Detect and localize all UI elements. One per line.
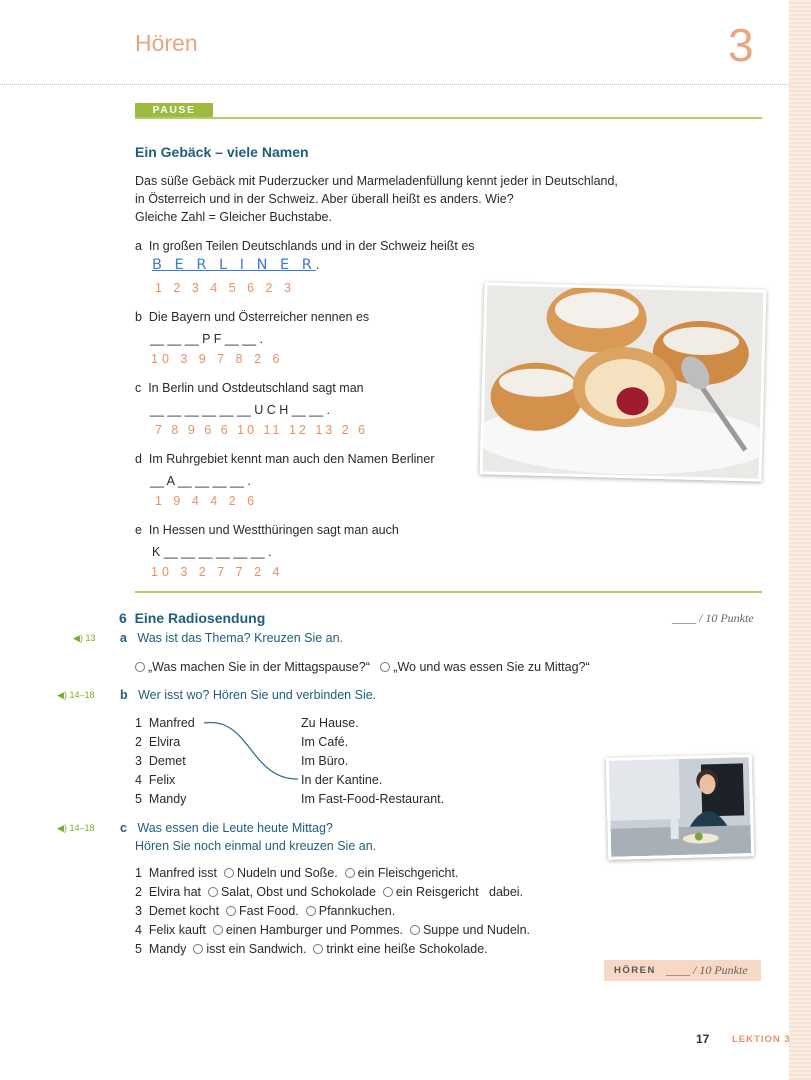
radio-circle[interactable] bbox=[383, 887, 393, 897]
list-item: 4 Felix kauft einen Hamburger und Pommes. Suppe und Nudeln. bbox=[135, 923, 530, 937]
code-numbers-a: 1 2 3 4 5 6 2 3 bbox=[155, 281, 295, 295]
list-item: 2 Elvira bbox=[135, 735, 181, 749]
list-item: 5 Mandy bbox=[135, 792, 187, 806]
radio-circle[interactable] bbox=[208, 887, 218, 897]
list-item: Zu Hause. bbox=[301, 716, 359, 730]
radio-circle[interactable] bbox=[345, 868, 355, 878]
radio-circle[interactable] bbox=[313, 944, 323, 954]
radio-circle[interactable] bbox=[226, 906, 236, 916]
section-title: Hören bbox=[135, 30, 198, 56]
places-list bbox=[301, 714, 444, 809]
exercise-6-points: ____ / 10 Punkte bbox=[672, 611, 754, 625]
pause-item-c: c In Berlin und Ostdeutschland sagt man bbox=[135, 381, 364, 395]
intro-line: in Österreich und in der Schweiz. Aber überall heißt es anders. Wie? bbox=[135, 192, 514, 206]
exercise-6-title: 6 Eine Radiosendung bbox=[119, 610, 266, 626]
code-numbers-e: 10 3 2 7 7 2 4 bbox=[151, 565, 284, 579]
chapter-number: 3 bbox=[728, 19, 754, 71]
list-item: In der Kantine. bbox=[301, 773, 383, 787]
speaker-icon: ◀) bbox=[73, 633, 83, 643]
match-line bbox=[200, 716, 304, 786]
list-item: 3 Demet bbox=[135, 754, 186, 768]
people-list bbox=[135, 714, 195, 809]
radio-circle[interactable] bbox=[224, 868, 234, 878]
lesson-label: LEKTION 3 bbox=[732, 1034, 791, 1045]
list-item: 3 Demet kocht Fast Food. Pfannkuchen. bbox=[135, 904, 396, 918]
answer-d[interactable]: __ A __ __ __ __ . bbox=[150, 474, 251, 488]
list-item: Im Fast-Food-Restaurant. bbox=[301, 792, 445, 806]
exercise-6b-question: b Wer isst wo? Hören Sie und verbinden Sie. bbox=[120, 688, 377, 702]
page-edge-strip bbox=[789, 0, 811, 1080]
list-item: 2 Elvira hat Salat, Obst und Schokolade ein Reisgericht dabei. bbox=[135, 885, 524, 899]
section-divider bbox=[135, 591, 762, 593]
header-divider bbox=[0, 84, 789, 85]
woman-at-desk-illustration bbox=[609, 757, 751, 857]
pause-divider bbox=[135, 117, 762, 119]
intro-line: Das süße Gebäck mit Puderzucker und Marmeladenfüllung kennt jeder in Deutschland, bbox=[135, 174, 618, 188]
list-item: Im Büro. bbox=[301, 754, 349, 768]
exercise-6a-options: „Was machen Sie in der Mittagspause?“ „Wo und was essen Sie zu Mittag?“ bbox=[135, 658, 590, 676]
list-item: 1 Manfred bbox=[135, 716, 195, 730]
list-item: Im Café. bbox=[301, 735, 349, 749]
audio-track-6b[interactable]: ◀) 14–18 bbox=[57, 690, 95, 700]
speaker-icon: ◀) bbox=[57, 690, 67, 700]
code-numbers-b: 10 3 9 7 8 2 6 bbox=[151, 352, 284, 366]
radio-circle[interactable] bbox=[380, 662, 390, 672]
office-photo bbox=[606, 754, 755, 860]
radio-circle[interactable] bbox=[410, 925, 420, 935]
pause-badge: PAUSE bbox=[135, 103, 213, 118]
radio-circle[interactable] bbox=[306, 906, 316, 916]
speaker-icon: ◀) bbox=[57, 823, 67, 833]
radio-circle[interactable] bbox=[213, 925, 223, 935]
pause-item-d: d Im Ruhrgebiet kennt man auch den Namen Berliner bbox=[135, 452, 435, 466]
donuts-photo bbox=[480, 282, 767, 481]
pause-item-a: a In großen Teilen Deutschlands und in der Schweiz heißt es bbox=[135, 239, 475, 253]
hoeren-score-box: HÖREN ____ / 10 Punkte bbox=[604, 960, 761, 981]
audio-track-6c[interactable]: ◀) 14–18 bbox=[57, 823, 95, 833]
list-item: 5 Mandy isst ein Sandwich. trinkt eine heiße Schokolade. bbox=[135, 942, 488, 956]
answer-b[interactable]: __ __ __ P F __ __ . bbox=[150, 332, 264, 346]
intro-line: Gleiche Zahl = Gleicher Buchstabe. bbox=[135, 210, 332, 224]
exercise-6c-question: c Was essen die Leute heute Mittag? Hören Sie noch einmal und kreuzen Sie an. bbox=[120, 821, 377, 853]
pause-item-b: b Die Bayern und Österreicher nennen es bbox=[135, 310, 370, 324]
radio-circle[interactable] bbox=[135, 662, 145, 672]
audio-track-6a[interactable]: ◀) 13 bbox=[73, 633, 96, 643]
radio-circle[interactable] bbox=[193, 944, 203, 954]
pause-item-e: e In Hessen und Westthüringen sagt man auch bbox=[135, 523, 399, 537]
answer-a: B E R L I N E R. bbox=[152, 257, 320, 273]
list-item: 1 Manfred isst Nudeln und Soße. ein Fleischgericht. bbox=[135, 866, 459, 880]
list-item: 4 Felix bbox=[135, 773, 176, 787]
exercise-6a-question: a Was ist das Thema? Kreuzen Sie an. bbox=[120, 631, 344, 645]
food-choice-list bbox=[135, 864, 530, 959]
page-number: 17 bbox=[696, 1032, 710, 1046]
pause-title: Ein Gebäck – viele Namen bbox=[135, 144, 309, 160]
donuts-illustration bbox=[483, 285, 764, 478]
code-numbers-c: 7 8 9 6 6 10 11 12 13 2 6 bbox=[155, 423, 369, 437]
answer-e[interactable]: K __ __ __ __ __ __ . bbox=[152, 545, 272, 559]
answer-c[interactable]: __ __ __ __ __ __ U C H __ __ . bbox=[150, 403, 331, 417]
code-numbers-d: 1 9 4 4 2 6 bbox=[155, 494, 259, 508]
pause-intro bbox=[135, 172, 618, 226]
